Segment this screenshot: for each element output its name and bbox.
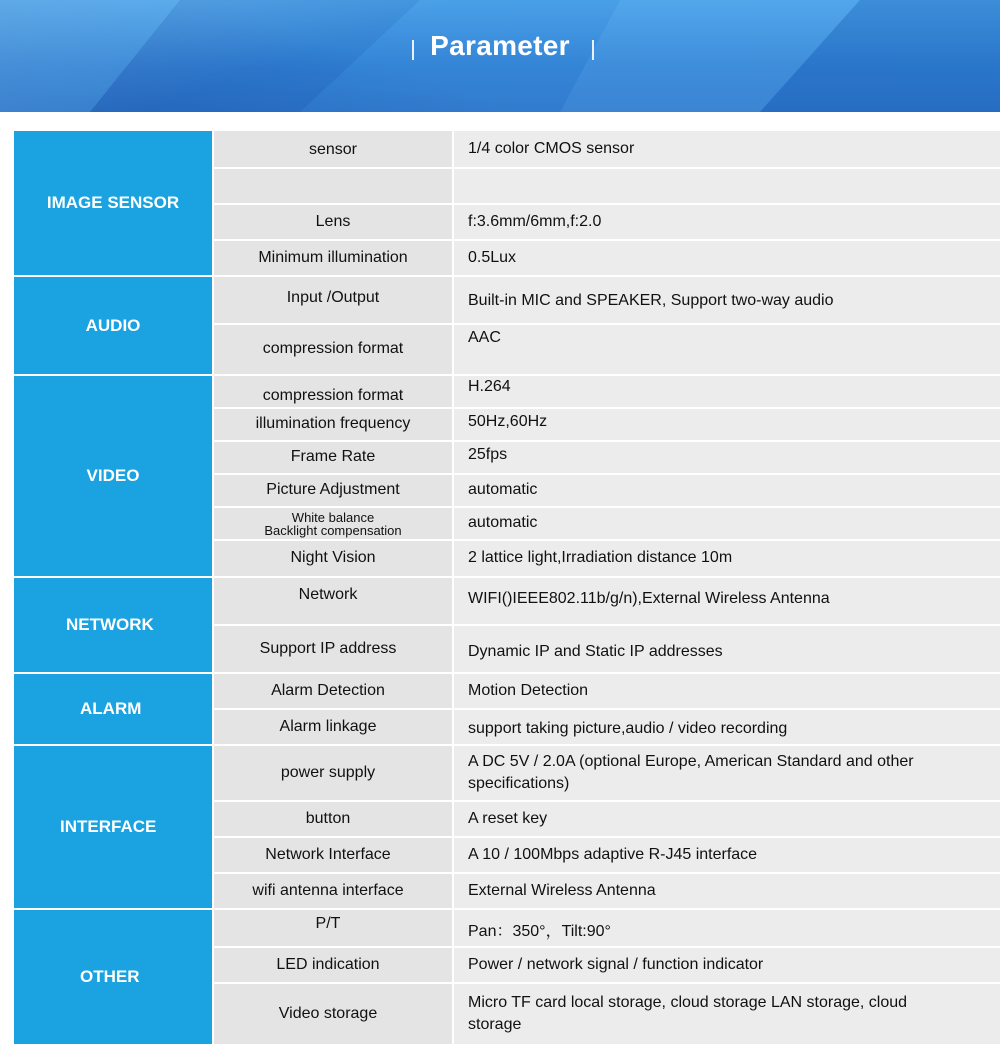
row-key: Input /Output	[214, 277, 454, 323]
category-label: INTERFACE	[14, 746, 214, 908]
row-key: Night Vision	[214, 541, 454, 576]
row-key: compression format	[214, 325, 454, 374]
section-alarm	[14, 674, 1000, 746]
table-row	[214, 239, 1000, 275]
row-value: 50Hz,60Hz	[454, 409, 1000, 440]
category-label: NETWORK	[14, 578, 214, 672]
category-label: AUDIO	[14, 277, 214, 374]
row-key: Alarm linkage	[214, 710, 454, 744]
category-label: ALARM	[14, 674, 214, 744]
row-value: 2 lattice light,Irradiation distance 10m	[454, 541, 1000, 576]
row-value: 1/4 color CMOS sensor	[454, 131, 1000, 167]
row-value: Power / network signal / function indicator	[454, 948, 1000, 982]
row-value: External Wireless Antenna	[454, 874, 1000, 908]
row-value: A 10 / 100Mbps adaptive R-J45 interface	[454, 838, 1000, 872]
table-row	[214, 407, 1000, 440]
row-key: illumination frequency	[214, 409, 454, 440]
table-row	[214, 203, 1000, 239]
table-row	[214, 872, 1000, 908]
table-row	[214, 506, 1000, 539]
section-audio	[14, 277, 1000, 376]
row-value: H.264	[454, 376, 1000, 407]
table-row	[214, 674, 1000, 708]
table-row	[214, 323, 1000, 374]
table-row	[214, 946, 1000, 982]
row-value: Dynamic IP and Static IP addresses	[454, 626, 1000, 672]
page-title: Parameter	[430, 30, 570, 61]
table-row	[214, 910, 1000, 946]
table-row	[214, 746, 1000, 800]
row-key: power supply	[214, 746, 454, 800]
table-row	[214, 473, 1000, 506]
row-key: wifi antenna interface	[214, 874, 454, 908]
table-row	[214, 167, 1000, 203]
row-value: A reset key	[454, 802, 1000, 836]
header-banner	[0, 0, 1000, 112]
table-row	[214, 708, 1000, 744]
section-network	[14, 578, 1000, 674]
table-row	[214, 277, 1000, 323]
row-key: Network	[214, 578, 454, 624]
table-row	[214, 376, 1000, 407]
row-value: support taking picture,audio / video recording	[454, 710, 1000, 744]
row-key	[214, 169, 454, 203]
row-value: f:3.6mm/6mm,f:2.0	[454, 205, 1000, 239]
row-key: Network Interface	[214, 838, 454, 872]
row-value: 0.5Lux	[454, 241, 1000, 275]
table-row	[214, 836, 1000, 872]
row-key: Frame Rate	[214, 442, 454, 473]
row-key: Support IP address	[214, 626, 454, 672]
row-value: Micro TF card local storage, cloud storage LAN storage, cloud storage	[454, 984, 1000, 1044]
row-key	[214, 508, 454, 539]
row-value	[454, 169, 1000, 203]
row-value: Motion Detection	[454, 674, 1000, 708]
section-image-sensor	[14, 131, 1000, 277]
row-key: Video storage	[214, 984, 454, 1044]
row-key: P/T	[214, 910, 454, 946]
row-key: Picture Adjustment	[214, 475, 454, 506]
row-value: AAC	[454, 325, 1000, 374]
row-key: LED indication	[214, 948, 454, 982]
section-video	[14, 376, 1000, 578]
category-label: VIDEO	[14, 376, 214, 576]
table-row	[214, 624, 1000, 672]
row-value: Pan：350°，Tilt:90°	[454, 910, 1000, 946]
category-label: IMAGE SENSOR	[14, 131, 214, 275]
table-row	[214, 982, 1000, 1044]
section-interface	[14, 746, 1000, 910]
row-key: button	[214, 802, 454, 836]
table-row	[214, 539, 1000, 576]
row-value: 25fps	[454, 442, 1000, 473]
row-key: Minimum illumination	[214, 241, 454, 275]
row-key: Lens	[214, 205, 454, 239]
row-key-line: White balance	[291, 509, 375, 525]
title-divider-right	[592, 40, 594, 60]
parameter-table	[14, 131, 1000, 1046]
row-value: WIFI()IEEE802.11b/g/n),External Wireless Antenna	[454, 578, 1000, 624]
row-value: automatic	[454, 508, 1000, 539]
section-other	[14, 910, 1000, 1046]
row-key: Alarm Detection	[214, 674, 454, 708]
row-value: A DC 5V / 2.0A (optional Europe, American Standard and other specifications)	[454, 746, 1000, 800]
row-key: compression format	[214, 376, 454, 407]
row-key: sensor	[214, 131, 454, 167]
row-value: Built-in MIC and SPEAKER, Support two-way audio	[454, 277, 1000, 323]
table-row	[214, 131, 1000, 167]
row-key-line: Backlight compensation	[264, 522, 402, 538]
row-value: automatic	[454, 475, 1000, 506]
table-row	[214, 440, 1000, 473]
table-row	[214, 578, 1000, 624]
category-label: OTHER	[14, 910, 214, 1044]
table-row	[214, 800, 1000, 836]
